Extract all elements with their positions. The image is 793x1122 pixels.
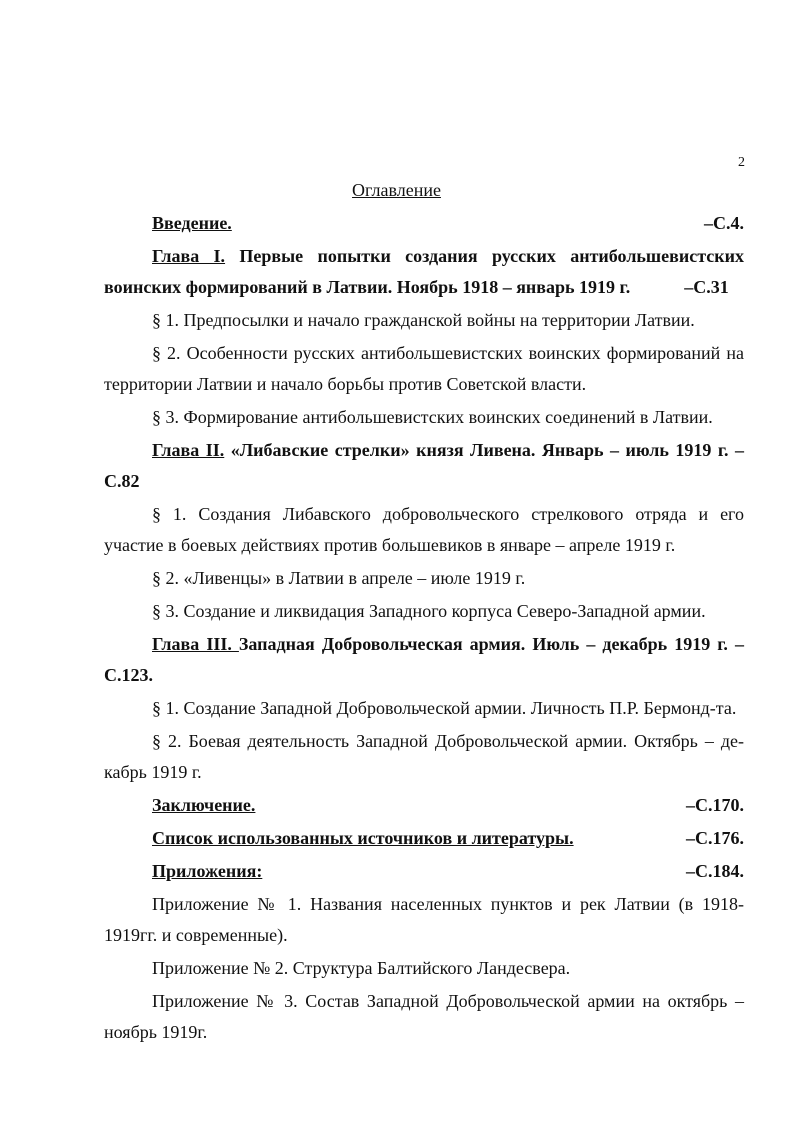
toc-entry-conclusion <box>104 790 744 821</box>
chapter-2-para-2: § 2. «Ливенцы» в Латвии в апреле – июле 1919 г. <box>152 568 526 588</box>
chapter-2-heading <box>104 435 744 497</box>
toc-entry-sources <box>104 823 744 854</box>
chapter-1-page: –С.31 <box>684 277 729 297</box>
chapter-2-para-1: § 1. Создания Либавского добровольческого стрелкового отряда и его участие в боевых действиях против большевиков в январе – апреле 1919 г. <box>104 504 744 555</box>
chapter-2-page: –С.82 <box>104 440 744 491</box>
chapter-1-label: Глава I. <box>152 246 226 266</box>
chapter-1-text: Первые попытки создания русских антибольшевистских воинских формирований в Латвии. Ноябрь 1918 – январь 1919 г. <box>104 246 744 297</box>
conclusion-label: Заключение. <box>152 795 256 815</box>
appendix-3: Приложение № 3. Состав Западной Добровольческой армии на октябрь – ноябрь 1919г. <box>104 991 744 1042</box>
chapter-3-heading <box>104 629 744 691</box>
chapter-1-para-2: § 2. Особенности русских антибольшевистских воинских формирований на территории Латвии и начало борьбы против Советской власти. <box>104 343 744 394</box>
chapter-2-label: Глава II. <box>152 440 225 460</box>
chapter-3-label: Глава III. <box>152 634 239 654</box>
page-title: Оглавление <box>352 180 441 200</box>
toc <box>104 208 744 1050</box>
chapter-3-text: Западная Добровольческая армия. Июль – декабрь 1919 г. <box>238 634 735 654</box>
chapter-1-para-1: § 1. Предпосылки и начало гражданской войны на территории Латвии. <box>152 310 695 330</box>
chapter-2-text: «Либавские стрелки» князя Ливена. Январь – июль 1919 г. <box>224 440 735 460</box>
appendix-1: Приложение № 1. Названия населенных пунктов и рек Латвии (в 1918-1919гг. и современные). <box>104 894 744 945</box>
appendix-2: Приложение № 2. Структура Балтийского Ландесвера. <box>152 958 571 978</box>
chapter-3-para-2: § 2. Боевая деятельность Западной Добровольческой армии. Октябрь – де-кабрь 1919 г. <box>104 731 744 782</box>
appendices-label: Приложения: <box>152 861 263 881</box>
sources-label: Список использованных источников и литературы. <box>152 828 574 848</box>
chapter-1-heading <box>104 241 744 303</box>
appendices-page: –С.184. <box>686 861 744 881</box>
chapter-1-para-3: § 3. Формирование антибольшевистских воинских соединений в Латвии. <box>152 407 713 427</box>
conclusion-page: –С.170. <box>686 795 744 815</box>
toc-entry-appendices <box>104 856 744 887</box>
intro-page: –С.4. <box>704 213 744 233</box>
chapter-3-para-1: § 1. Создание Западной Добровольческой армии. Личность П.Р. Бермонд-та. <box>152 698 737 718</box>
intro-label: Введение. <box>152 213 232 233</box>
toc-entry-intro <box>104 208 744 239</box>
chapter-3-page: –С.123. <box>104 634 744 685</box>
sources-page: –С.176. <box>686 828 744 848</box>
page-number: 2 <box>738 155 745 170</box>
chapter-2-para-3: § 3. Создание и ликвидация Западного корпуса Северо-Западной армии. <box>152 601 706 621</box>
